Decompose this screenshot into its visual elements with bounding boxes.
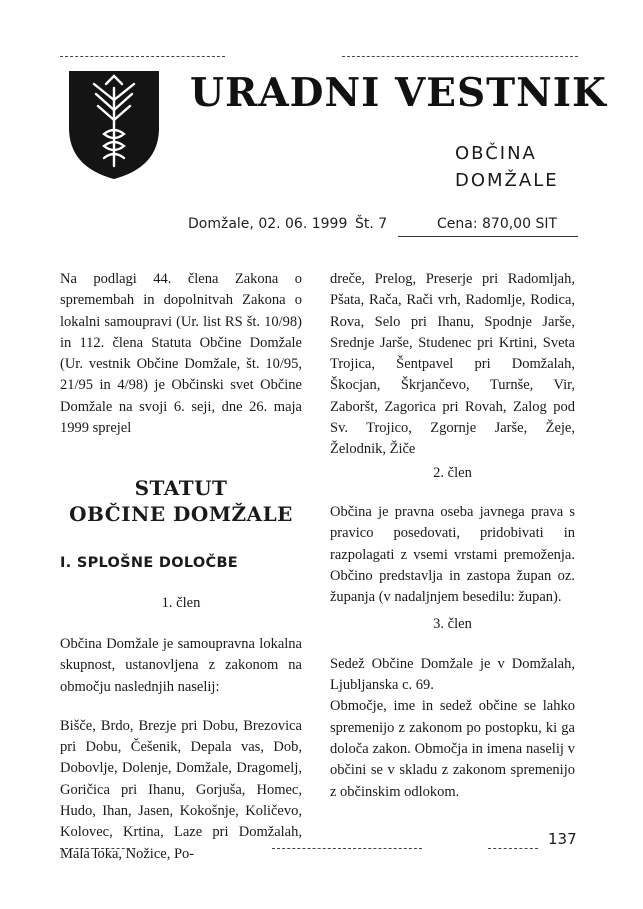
publication-title: URADNI VESTNIK — [190, 70, 607, 116]
municipality-line-1: OBČINA — [455, 143, 537, 164]
page-number: 137 — [548, 830, 577, 848]
footer-rule-right — [488, 848, 538, 849]
article-1-continuation: dreče, Prelog, Preserje pri Radomljah, Pšata, Rača, Rači vrh, Radomlje, Rodica, Rova, Selo pri Ihanu, Spodnje Jarše, Srednje Jarše, Studenec pri Krtini, Sveta Trojica, Šentpavel pri Domžalah, Škocjan, Škrjančevo, Turnše, Vir, Zaboršt, Zagorica pri Rovah, Zalog pod Sv. Trojico, Zgornje Jarše, Žeje, Želodnik, Žiče — [330, 271, 575, 458]
footer-rule-left — [60, 848, 135, 849]
article-1-paragraph-2: Bišče, Brdo, Brezje pri Dobu, Brezovica pri Dobu, Češenik, Depala vas, Dob, Dobovlje, Dolenje, Domžale, Dragomelj, Goričica pri Ihanu, Gorjuša, Homec, Hudo, Ihan, Jasen, Kokošnje, Količevo, Kolovec, Krtina, Laze pri Domžalah, Mala loka, Nožice, Po- — [60, 717, 302, 862]
right-column — [330, 269, 575, 803]
article-1-heading: 1. člen — [161, 594, 201, 611]
top-rule-left — [60, 56, 225, 57]
place-date: Domžale, 02. 06. 1999 — [188, 216, 348, 232]
municipality-name — [455, 140, 559, 194]
article-2-paragraph-1: Občina je pravna oseba javnega prava s pravico posedovati, pridobivati in razpolagati z vsemi vrstami premoženja. Občino predstavlja in zastopa župan oz. županja (v nadaljnjem besedilu: župan). — [330, 503, 575, 606]
article-1-paragraph-1: Občina Domžale je samoupravna lokalna skupnost, ustanovljena z zakonom na območju naslednjih naselij: — [60, 635, 302, 695]
article-2-heading: 2. člen — [433, 464, 472, 481]
article-3-heading: 3. člen — [433, 616, 472, 633]
coat-of-arms-icon — [68, 70, 160, 180]
top-rule-right — [342, 56, 578, 57]
left-column — [60, 269, 302, 865]
article-3-paragraph-1: Sedež Občine Domžale je v Domžalah, Ljubljanska c. 69. — [330, 655, 575, 694]
meta-rule — [398, 236, 578, 237]
statute-title-line-1: STATUT — [134, 476, 228, 501]
intro-paragraph: Na podlagi 44. člena Zakona o spremembah in dopolnitvah Zakona o lokalni samoupravi (Ur. list RS št. 10/98) in 112. člena Statuta Občine Domžale (Ur. vestnik Občine Domžale, št. 10/95, 21/95 in 4/98) je Občinski svet Občine Domžale na svoji 6. seji, dne 26. maja 1999 sprejel — [60, 271, 302, 437]
municipality-line-2: DOMŽALE — [455, 170, 559, 191]
article-3-paragraph-2: Območje, ime in sedež občine se lahko spremenijo z zakonom po postopku, ki ga določa zakon. Območja in imena naselij v občini se v skladu z zakonom spremenijo z občinskim odlokom. — [330, 698, 575, 800]
section-heading: I. SPLOŠNE DOLOČBE — [60, 555, 239, 572]
issue-number: Št. 7 — [355, 216, 388, 232]
issue-price: Cena: 870,00 SIT — [437, 216, 558, 232]
statute-title-line-2: OBČINE DOMŽALE — [69, 502, 293, 527]
footer-rule-middle — [272, 848, 422, 849]
